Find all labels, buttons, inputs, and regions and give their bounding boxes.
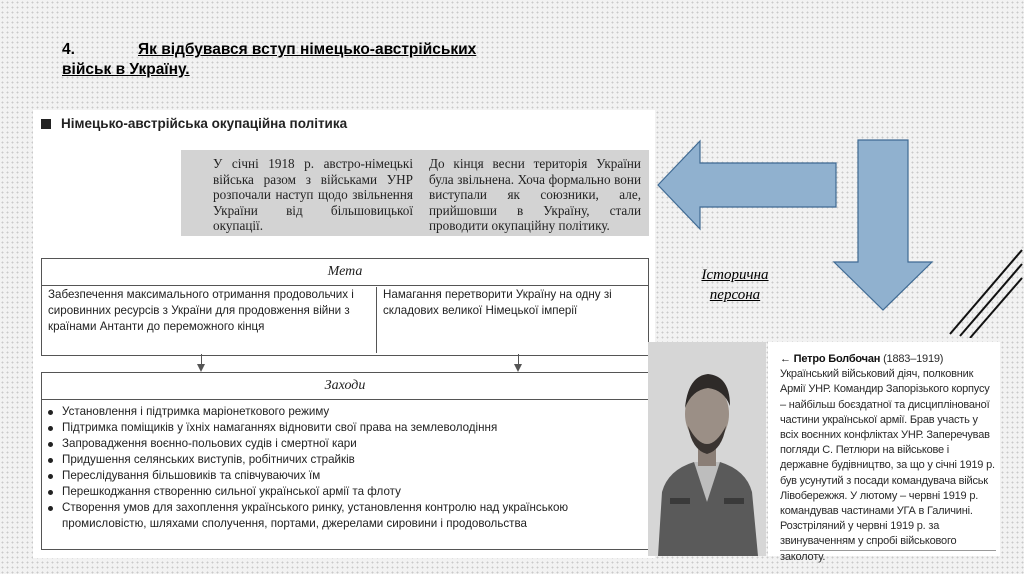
list-item: Запровадження воєнно-польових судів і смертної кари xyxy=(46,436,648,452)
list-item: Установлення і підтримка маріонеткового режиму xyxy=(46,404,648,420)
list-item: Створення умов для захоплення українського ринку, установлення контролю над українською промисловістю, шляхами сполучення, портами, джерелами сировини і продовольства xyxy=(46,500,648,532)
back-arrow-icon: ← xyxy=(780,353,791,365)
persona-years: (1883–1919) xyxy=(883,353,944,365)
title-line1: Як відбувався вступ німецько-австрійських xyxy=(138,41,477,58)
divider xyxy=(780,550,996,551)
biography-text xyxy=(780,352,996,565)
goal-left-cell: Забезпечення максимального отримання продовольчих і сировинних ресурсів з України для продовження війни з країнами Антанти до переможного кінця xyxy=(48,288,354,333)
title-line2: військ в Україну. xyxy=(62,61,190,78)
list-item: Придушення селянських виступів, робітничих страйків xyxy=(46,452,648,468)
list-item: Перешкоджання створенню сильної української армії та флоту xyxy=(46,484,648,500)
title-number: 4. xyxy=(62,41,75,58)
intro-right-text: До кінця весни територія України була звільнена. Хоча формально вони виступали як союзники, але, прийшовши в Україну, стали проводити окупаційну політику. xyxy=(429,156,641,233)
portrait-photo xyxy=(648,342,766,556)
section-heading: Німецько-австрійська окупаційна політика xyxy=(41,116,347,131)
arrow-down-icon xyxy=(834,140,932,310)
persona-name: Петро Болбочан xyxy=(793,353,881,365)
arrow-left-icon xyxy=(658,141,836,229)
biography-card xyxy=(768,342,1000,563)
intro-left-text: У січні 1918 р. австро-німецькі війська разом з військами УНР розпочали наступ щодо звільнення України від більшовицької окупації. xyxy=(213,156,413,233)
measures-heading: Заходи xyxy=(42,373,648,400)
persona-description: Український військовий діяч, полковник Армії УНР. Командир Запорізького корпусу – найбільш боєздатної та дисциплінованої частини української армії. Брав участь у всіх воєнних конфліктах УНР. Заперечував погляди С. Петлюри на військове і державне будівництво, за що у січні 1919 р. був усунутий з посади командувача військ Лівобережжя. У лютому – червні 1919 р. командував частинами УГА в Галичині. Розстріляний у червні 1919 р. за звинуваченням у спробі військового заколоту. xyxy=(780,368,995,563)
historical-persona-label: Історична персона xyxy=(701,267,769,303)
goal-heading: Мета xyxy=(42,259,648,286)
goal-right-cell: Намагання перетворити Україну на одну зі складових великої Німецької імперії xyxy=(376,287,643,353)
list-item: Переслідування більшовиків та співчуваючих їм xyxy=(46,468,648,484)
corner-decoration-lines xyxy=(948,248,1024,338)
list-item: Підтримка поміщиків у їхніх намаганнях відновити свої права на землеволодіння xyxy=(46,420,648,436)
